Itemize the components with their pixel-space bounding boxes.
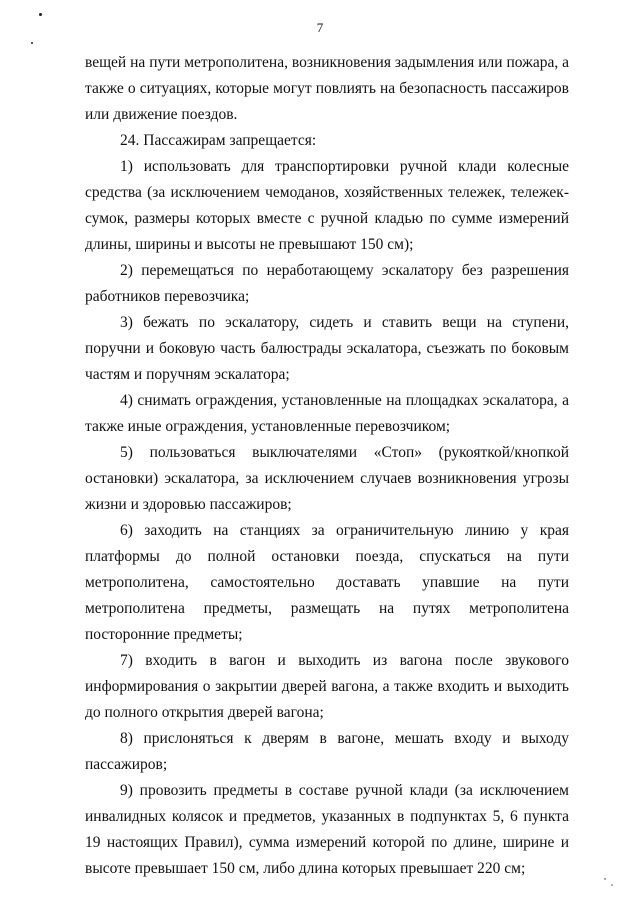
list-item-1: 1) использовать для транспортировки ручной клади колесные средства (за исключением чемоданов, хозяйственных тележек, тележек-сумок, размеры которых вместе с ручной кладью по сумме измерений длины, ширины и высоты не превышают 150 см); bbox=[85, 158, 569, 253]
list-item-7: 7) входить в вагон и выходить из вагона после звукового информирования о закрытии дверей вагона, а также входить и выходить до полного открытия дверей вагона; bbox=[85, 652, 569, 721]
scan-dot bbox=[39, 13, 42, 16]
list-item-5: 5) пользоваться выключателями «Стоп» (рукояткой/кнопкой остановки) эскалатора, за исключением случаев возникновения угрозы жизни и здоровью пассажиров; bbox=[85, 444, 569, 513]
scan-dot bbox=[31, 42, 33, 44]
scan-dot bbox=[611, 884, 613, 886]
list-item-6: 6) заходить на станциях за ограничительную линию у края платформы до полной остановки поезда, спускаться на пути метрополитена, самостоятельно доставать упавшие на пути метрополитена предметы, размещать на путях метрополитена посторонние предметы; bbox=[85, 522, 569, 643]
list-item-8: 8) прислоняться к дверям в вагоне, мешать входу и выходу пассажиров; bbox=[85, 730, 569, 773]
list-item-3: 3) бежать по эскалатору, сидеть и ставить вещи на ступени, поручни и боковую часть балюстрады эскалатора, съезжать по боковым частям и поручням эскалатора; bbox=[85, 314, 569, 383]
document-body bbox=[85, 50, 569, 882]
list-item-4: 4) снимать ограждения, установленные на площадках эскалатора, а также иные ограждения, установленные перевозчиком; bbox=[85, 392, 569, 435]
scan-dot bbox=[604, 878, 606, 880]
list-item-2: 2) перемещаться по неработающему эскалатору без разрешения работников перевозчика; bbox=[85, 262, 569, 305]
section-24-heading: 24. Пассажирам запрещается: bbox=[120, 132, 317, 149]
list-item-9: 9) провозить предметы в составе ручной клади (за исключением инвалидных колясок и предметов, указанных в подпунктах 5, 6 пункта 19 настоящих Правил), сумма измерений которой по длине, ширине и высоте превышает 150 см, либо длина которых превышает 220 см; bbox=[85, 782, 569, 877]
paragraph-continuation: вещей на пути метрополитена, возникновения задымления или пожара, а также о ситуациях, которые могут повлиять на безопасность пассажиров или движение поездов. bbox=[85, 54, 569, 123]
page-number: 7 bbox=[316, 20, 324, 35]
